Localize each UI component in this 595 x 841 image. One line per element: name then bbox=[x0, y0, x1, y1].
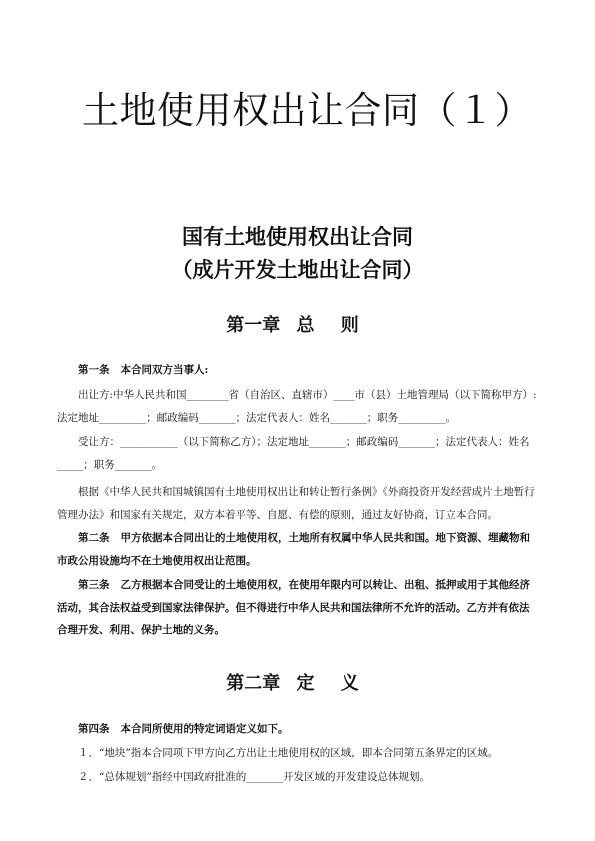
chapter-2-word-1: 定 bbox=[296, 673, 315, 694]
grantor-text: 出让方:中华人民共和国________省（自治区、直辖市）____市（县）土地管理局（以下简称甲方）:法定地址_________；邮政编码_______；法定代表人：姓名_______；职务_________。 bbox=[57, 389, 537, 424]
document-title: 土地使用权出让合同（１） bbox=[82, 89, 532, 132]
chapter-2-heading bbox=[0, 669, 595, 695]
grantee-paragraph bbox=[57, 431, 539, 476]
basis-text: 根据《中华人民共和国城镇国有土地使用权出让和转让暂行条例》《外商投资开发经营成片土地暂行管理办法》和国家有关规定，双方本着平等、自愿、有偿的原则，通过友好协商，订立本合同。 bbox=[57, 486, 535, 521]
chapter-2-word-2: 义 bbox=[340, 673, 359, 694]
article-3-number: 第三条 bbox=[78, 579, 110, 591]
grantor-paragraph bbox=[57, 384, 539, 429]
article-3-text: 乙方根据本合同受让的土地使用权，在使用年限内可以转让、出租、抵押或用于其他经济活动，其合法权益受到国家法律保护。但不得进行中华人民共和国法律所不允许的活动。乙方并有依法合理开发、利用、保护土地的义务。 bbox=[57, 579, 530, 636]
chapter-1-word-2: 则 bbox=[340, 315, 359, 336]
definition-1 bbox=[57, 742, 539, 765]
article-1-number: 第一条 bbox=[78, 364, 110, 376]
definition-2-text: ２．“总体规划”指经中国政府批准的_______开发区域的开发建设总体规划。 bbox=[78, 771, 430, 783]
article-2-text: 甲方依据本合同出让的土地使用权，土地所有权属中华人民共和国。地下资源、埋藏物和市政公用设施均不在土地使用权出让范围。 bbox=[57, 532, 530, 567]
article-4-text: 本合同所使用的特定词语定义如下。 bbox=[120, 723, 289, 735]
definition-1-text: １．“地块”指本合同项下甲方向乙方出让土地使用权的区域，即本合同第五条界定的区域。 bbox=[78, 747, 499, 759]
article-3 bbox=[57, 574, 539, 642]
article-1 bbox=[57, 359, 539, 382]
chapter-2-label: 第二章 bbox=[226, 673, 281, 694]
contract-title: 国有土地使用权出让合同 bbox=[182, 224, 413, 249]
article-4 bbox=[57, 718, 539, 741]
definition-2 bbox=[57, 766, 539, 789]
basis-paragraph bbox=[57, 481, 539, 526]
chapter-1-label: 第一章 bbox=[226, 315, 281, 336]
article-2-number: 第二条 bbox=[78, 532, 110, 544]
grantee-text: 受让方：___________（以下简称乙方）；法定地址_______；邮政编码_______；法定代表人：姓名_____；职务_______。 bbox=[57, 436, 530, 471]
article-4-number: 第四条 bbox=[78, 723, 110, 735]
contract-subtitle: （成片开发土地出让合同） bbox=[171, 257, 424, 282]
chapter-1-word-1: 总 bbox=[296, 315, 315, 336]
article-1-text: 本合同双方当事人: bbox=[120, 364, 209, 376]
chapter-1-heading bbox=[0, 311, 595, 337]
article-2 bbox=[57, 527, 539, 572]
